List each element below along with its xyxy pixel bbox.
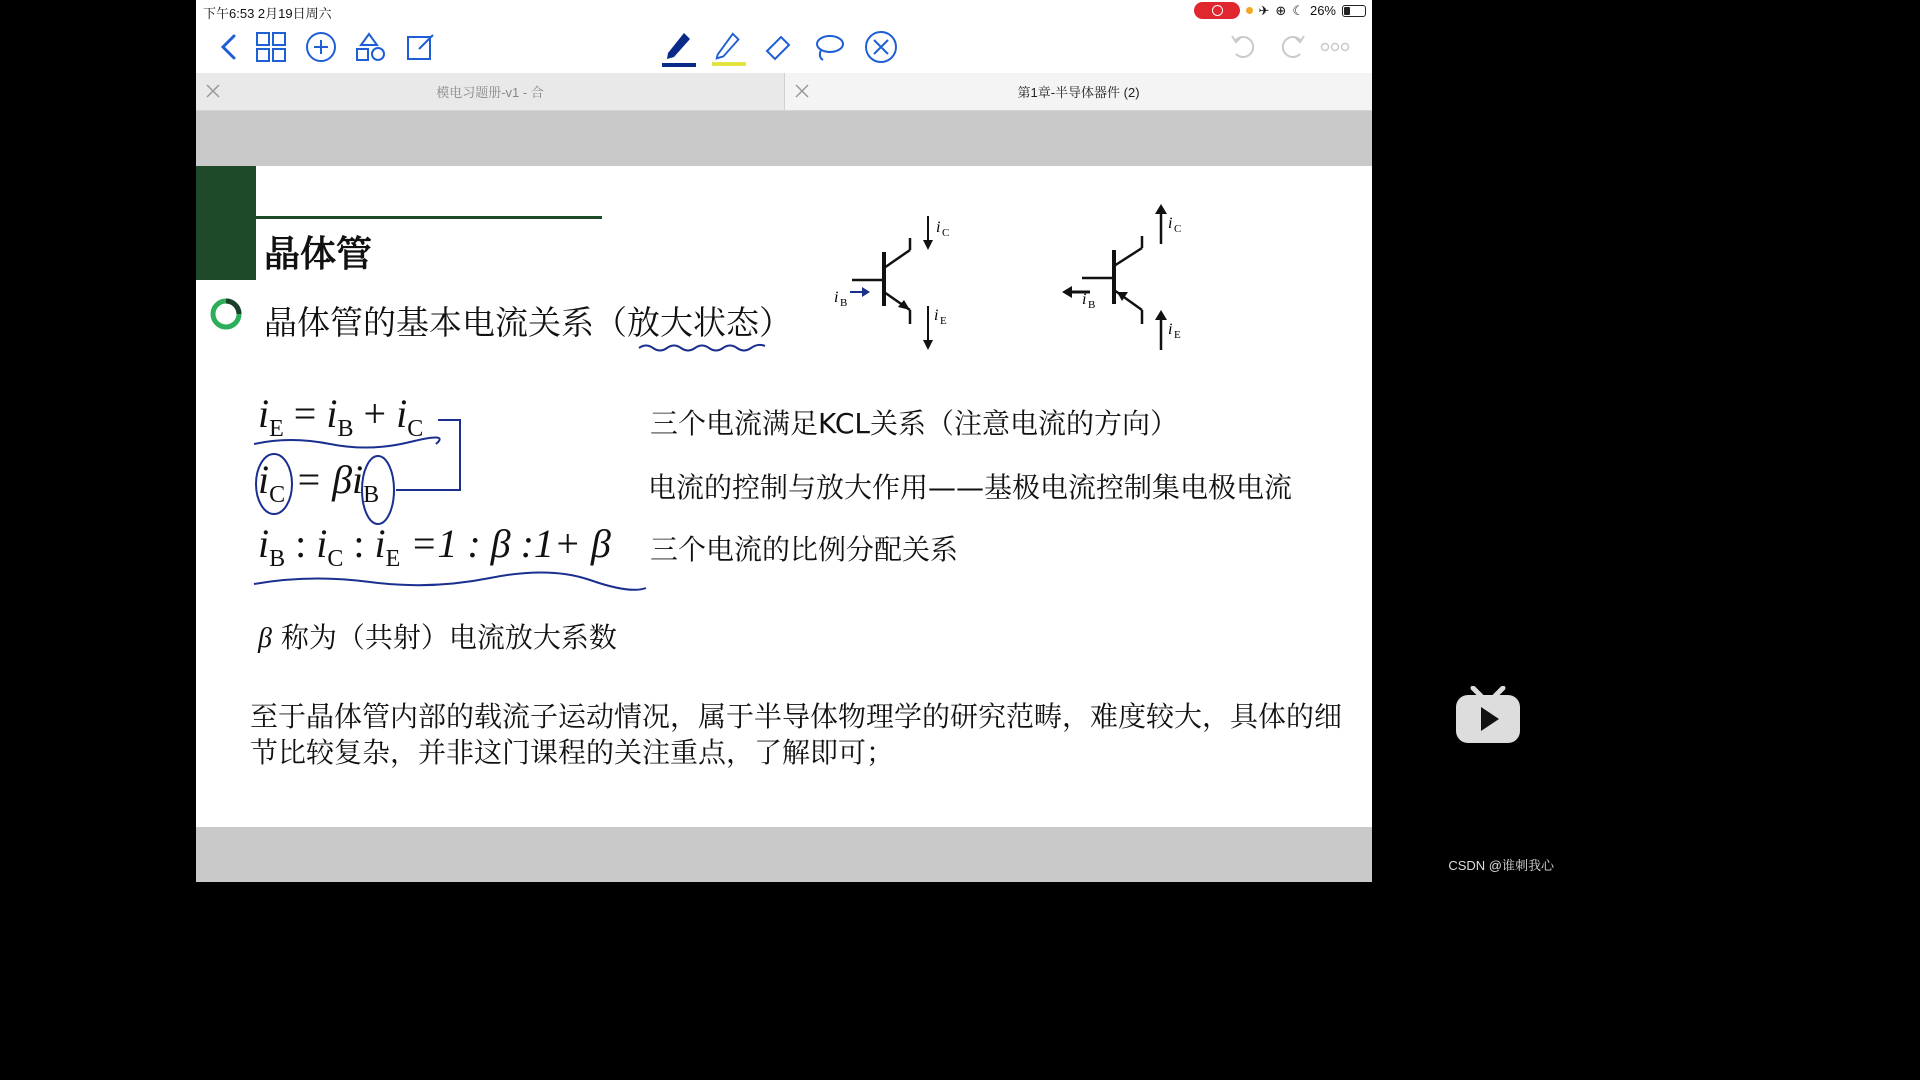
close-circle-icon[interactable] [864,30,898,64]
slide-title: 晶体管 [264,234,373,275]
bilibili-play-icon[interactable] [1455,686,1521,744]
edit-icon[interactable] [404,30,438,64]
moon-icon: ☾ [1292,2,1304,18]
description-kcl: 三个电流满足KCL关系（注意电流的方向） [650,407,1178,440]
grid-icon[interactable] [254,30,288,64]
battery-icon [1342,5,1366,17]
csdn-watermark: CSDN @谁刺我心 [1448,858,1554,873]
pnp-transistor-diagram [1060,200,1200,360]
shapes-icon[interactable] [354,30,388,64]
explanation-paragraph: 至于晶体管内部的载流子运动情况，属于半导体物理学的研究范畴，难度较大，具体的细节比较复杂，并非这门课程的关注重点，了解即可； [250,700,1343,769]
ic-sub: C [942,227,950,239]
ib-label: i [834,289,839,306]
battery-percent: 26% [1309,3,1336,18]
description-control: 电流的控制与放大作用——基极电流控制集电极电流 [648,471,1293,504]
status-time: 下午6:53 2月19日周六 [203,6,332,21]
bullet-ring-icon [210,298,242,330]
status-bar [196,0,1372,22]
ie-label: i [934,307,939,324]
formula-ratio: $i_B$ : $i_C$ : $i_E =1$ : β :1+ β [258,521,611,572]
eraser-icon[interactable] [762,30,796,64]
lasso-icon[interactable] [812,30,846,64]
ie-sub: E [1174,329,1181,341]
tab-chapter-1[interactable] [785,73,1372,110]
ic-sub: C [1174,223,1182,235]
title-accent-block [196,166,256,280]
document-tabs [196,73,1372,111]
description-ratio: 三个电流的比例分配关系 [650,533,959,566]
undo-icon[interactable] [1226,30,1260,64]
back-icon[interactable] [212,30,246,64]
redo-icon[interactable] [1276,30,1310,64]
tab-mod-workbook[interactable] [196,73,785,110]
screen-record-icon[interactable] [1194,2,1240,19]
formula-kcl: $i_E = i_B + i_C$ [258,391,424,442]
ib-sub: B [1088,299,1096,311]
ic-label: i [1168,215,1173,232]
tablet-screen [196,0,1372,882]
handwritten-underline [636,340,776,354]
highlighter-icon[interactable] [712,30,746,64]
section-heading: 晶体管的基本电流关系（放大状态） [264,303,792,342]
ic-label: i [936,219,941,236]
formula-beta: $i_C = \beta i_B$ [258,457,380,508]
add-icon[interactable] [304,30,338,64]
pen-icon[interactable] [662,30,696,64]
beta-note: β 称为（共射）电流放大系数 [258,621,617,654]
close-tab-icon[interactable] [793,82,811,100]
page-gap-bottom [196,827,1372,882]
ie-sub: E [940,315,947,327]
tab-label: 模电习题册-v1 - 合 [436,85,544,100]
ie-label: i [1168,321,1173,338]
slide-page[interactable] [196,166,1372,827]
more-icon[interactable] [1318,30,1352,64]
status-right [1194,2,1367,19]
rotation-lock-icon: ⊕ [1275,2,1287,18]
airplane-icon: ✈ [1258,2,1270,18]
mic-indicator-icon [1246,7,1253,14]
ib-sub: B [840,297,848,309]
close-tab-icon[interactable] [204,82,222,100]
title-accent-line [256,216,602,219]
app-toolbar [196,22,1372,72]
npn-transistor-diagram [832,210,962,360]
page-gap-top [196,111,1372,166]
tab-label: 第1章-半导体器件 (2) [1017,85,1140,100]
ib-label: i [1082,291,1087,308]
handwritten-annotations [250,406,670,596]
